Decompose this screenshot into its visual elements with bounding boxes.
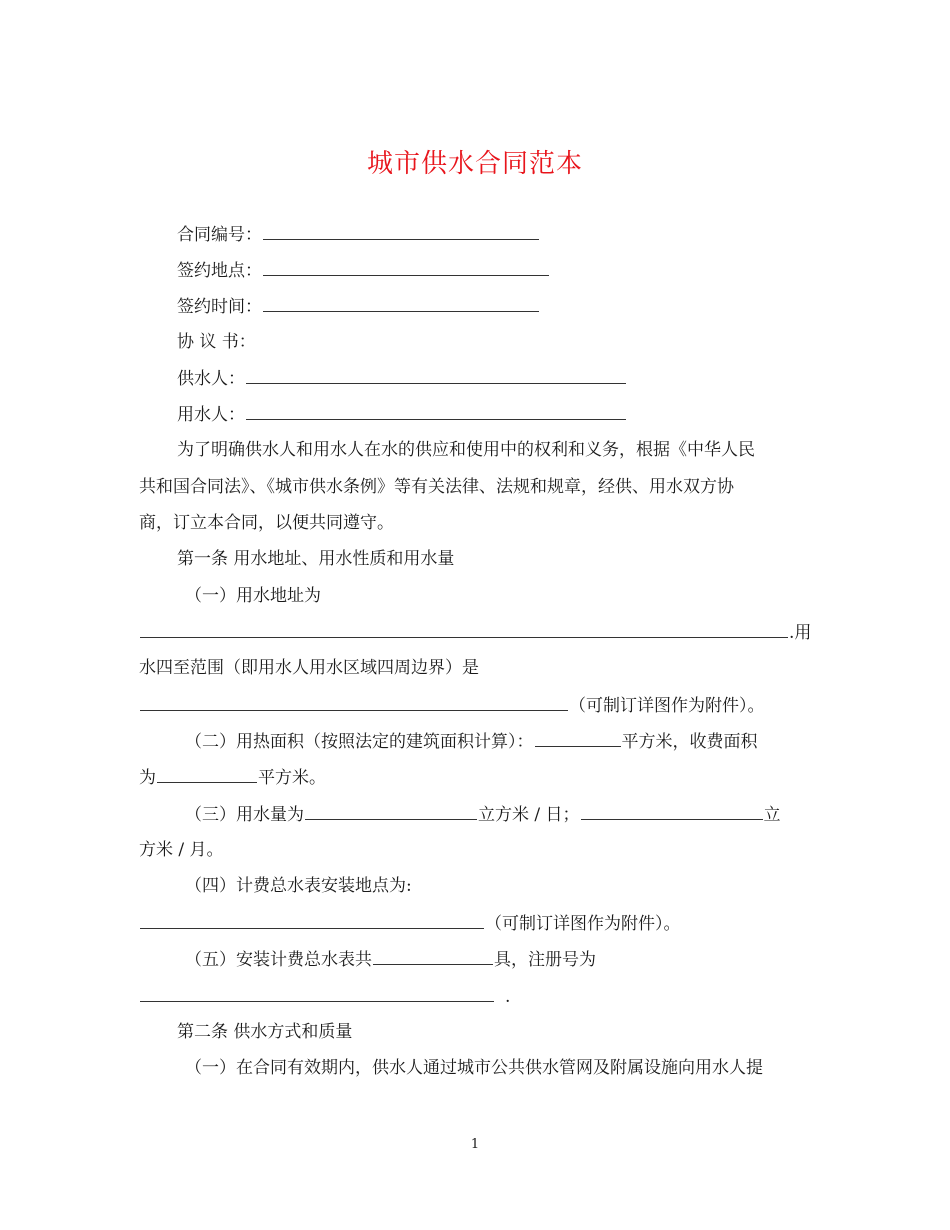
water-address-blank[interactable] bbox=[140, 620, 788, 638]
preamble-line-2: 共和国合同法》、《城市供水条例》等有关法律、法规和规章，经供、用水双方协 bbox=[139, 477, 734, 497]
article-2-heading: 第二条 供水方式和质量 bbox=[177, 1022, 353, 1042]
sign-time-blank[interactable] bbox=[263, 294, 539, 312]
article-1-item-1-boundary: （可制订详图作为附件）。 bbox=[139, 693, 819, 718]
article-1-item-3: （三）用水量为 立方米 / 日； 立 bbox=[185, 802, 865, 827]
article-1-item-3-line-2: 方米 / 月。 bbox=[139, 840, 224, 860]
article-1-heading: 第一条 用水地址、用水性质和用水量 bbox=[177, 549, 455, 569]
contract-number-field: 合同编号： bbox=[177, 222, 817, 247]
charge-area-blank[interactable] bbox=[157, 765, 257, 783]
user-field: 用水人： bbox=[177, 402, 817, 427]
article-1-item-2-line-2: 为 平方米。 bbox=[139, 765, 819, 790]
supplier-field: 供水人： bbox=[177, 366, 817, 391]
supplier-blank[interactable] bbox=[246, 366, 626, 384]
page-number: 1 bbox=[470, 1137, 480, 1152]
preamble-line-3: 商，订立本合同，以便共同遵守。 bbox=[139, 513, 394, 533]
sign-place-blank[interactable] bbox=[263, 258, 549, 276]
user-blank[interactable] bbox=[246, 402, 626, 420]
article-1-item-4-label: （四）计费总水表安装地点为: bbox=[185, 876, 412, 896]
article-1-item-4-location: （可制订详图作为附件）。 bbox=[139, 911, 819, 936]
registration-number-blank[interactable] bbox=[140, 984, 494, 1002]
document-title: 城市供水合同范本 bbox=[366, 149, 583, 179]
contract-number-blank[interactable] bbox=[263, 222, 539, 240]
agreement-label: 协 议 书： bbox=[177, 332, 256, 352]
article-1-item-5: （五）安装计费总水表共 具，注册号为 bbox=[185, 947, 865, 972]
sign-time-field: 签约时间： bbox=[177, 294, 817, 319]
article-1-item-1-label: （一）用水地址为 bbox=[185, 586, 321, 606]
article-2-item-1: （一）在合同有效期内，供水人通过城市公共供水管网及附属设施向用水人提 bbox=[185, 1058, 763, 1078]
boundary-blank[interactable] bbox=[140, 693, 568, 711]
article-1-item-1-line-2: 水四至范围（即用水人用水区域四周边界）是 bbox=[139, 658, 479, 678]
heating-area-blank[interactable] bbox=[535, 729, 621, 747]
preamble-line-1: 为了明确供水人和用水人在水的供应和使用中的权利和义务，根据《中华人民 bbox=[177, 440, 755, 460]
article-1-item-5-registration: . bbox=[139, 984, 819, 1009]
daily-volume-blank[interactable] bbox=[305, 802, 477, 820]
meter-count-blank[interactable] bbox=[373, 947, 493, 965]
monthly-volume-blank[interactable] bbox=[581, 802, 763, 820]
article-1-item-1-address: .用 bbox=[139, 620, 819, 645]
meter-location-blank[interactable] bbox=[140, 911, 484, 929]
article-1-item-2: （二）用热面积（按照法定的建筑面积计算）： 平方米，收费面积 bbox=[185, 729, 865, 754]
sign-place-field: 签约地点： bbox=[177, 258, 817, 283]
